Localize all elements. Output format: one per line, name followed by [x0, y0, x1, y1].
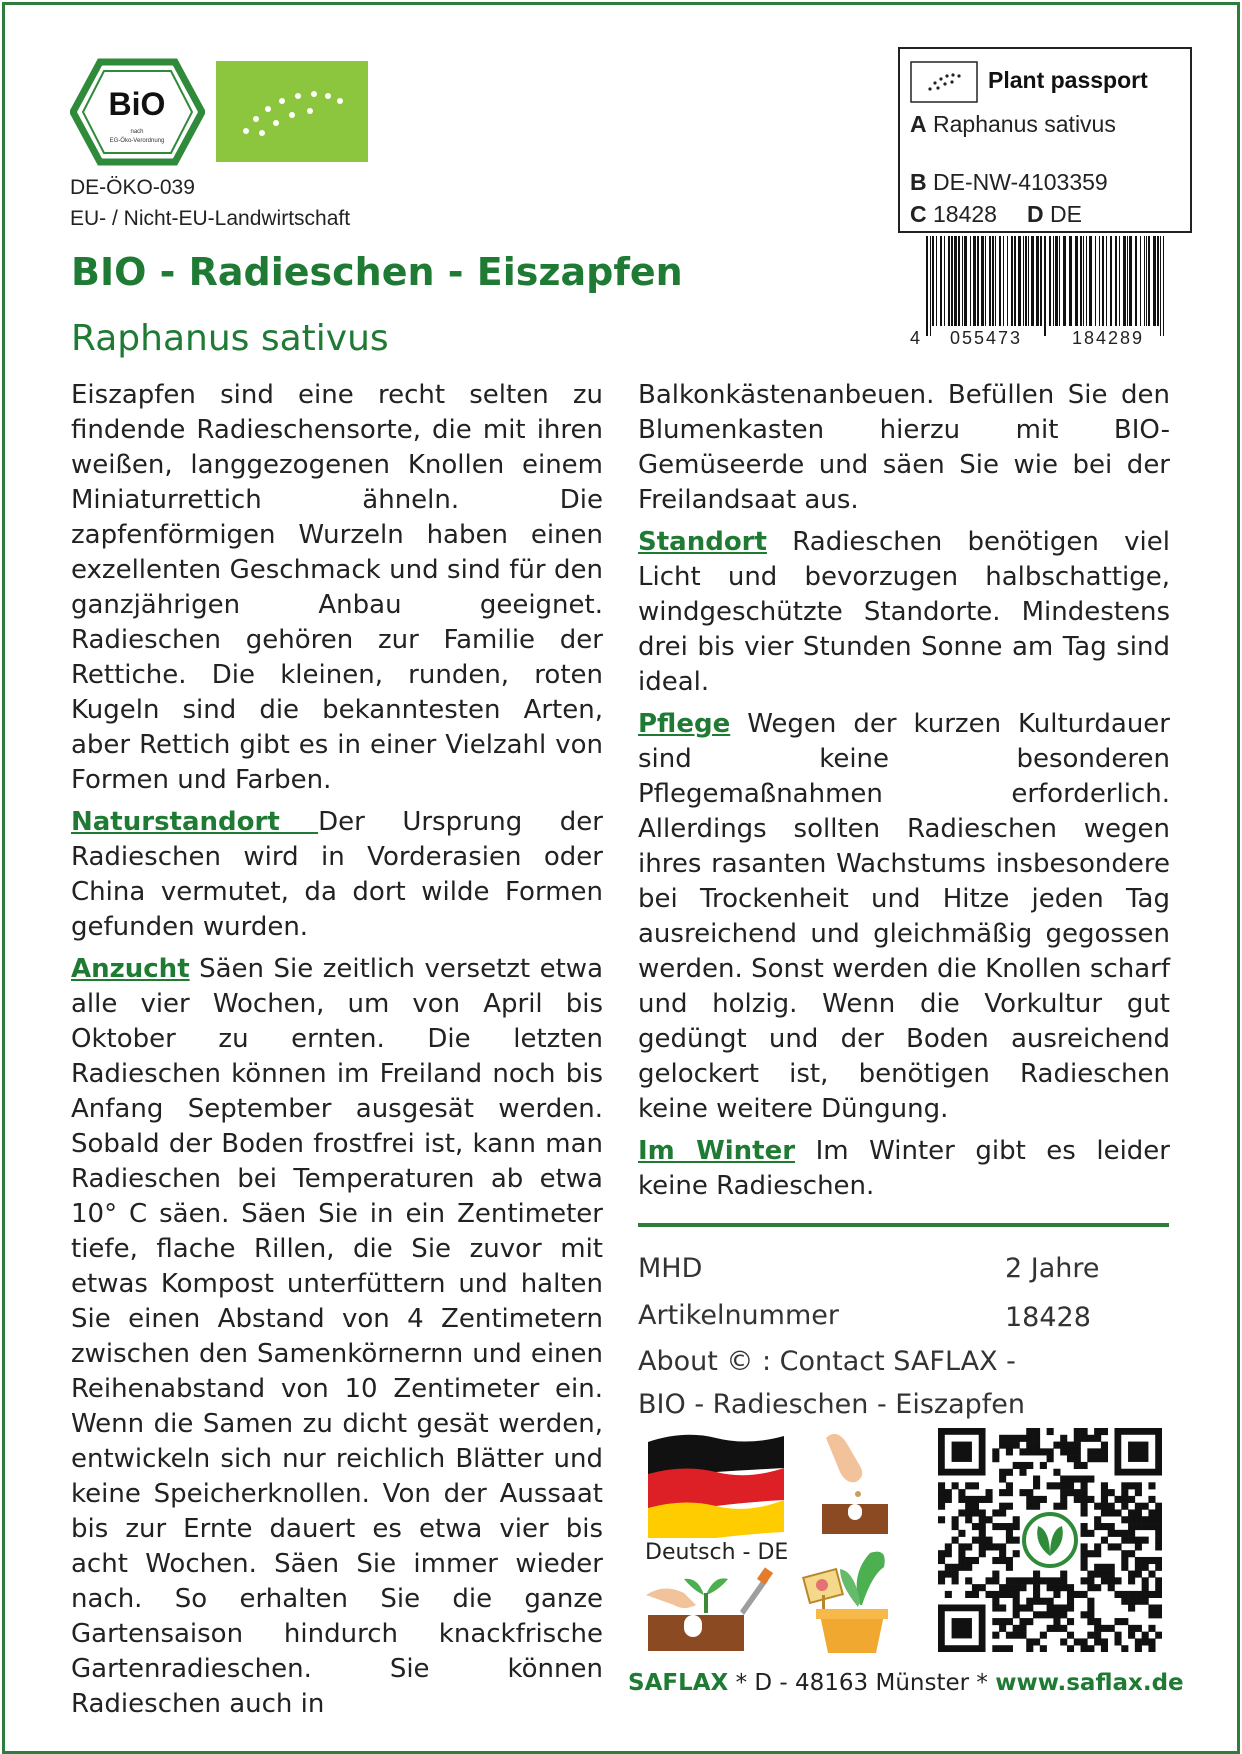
plant-passport: [898, 47, 1192, 233]
barcode-digits-3: 184289: [1072, 328, 1145, 348]
svg-text:nach: nach: [130, 129, 144, 135]
intro-paragraph: Eiszapfen sind eine recht selten zu findende Radieschensorte, die mit ihren weißen, langgezogenen Knollen einem Miniaturrettich ähneln. Die zapfenförmigen Wurzeln haben einen exzellenten Geschmack und sind für den ganzjährigen Anbau geeignet. Radieschen gehören zur Familie der Rettiche. Die kleinen, runden, roten Kugeln sind die bekanntesten Arten, aber Rettich gibt es in einer Vielzahl von Formen und Farben.: [71, 380, 603, 795]
artikel-label: Artikelnummer: [638, 1300, 839, 1331]
svg-text:BiO: BiO: [108, 86, 166, 122]
bio-seal-logo: [70, 57, 205, 167]
plant-passport-title: Plant passport: [988, 67, 1148, 93]
potted-plant-icon: [800, 1545, 900, 1655]
naturstandort-paragraph: Naturstandort Der Ursprung der Radieschen wird in Vorderasien oder China vermutet, da dort wilde Formen gefunden wurden.: [71, 807, 603, 942]
winter-paragraph: Im Winter Im Winter gibt es leider keine Radieschen.: [638, 1136, 1170, 1201]
barcode-digit-1: 4: [910, 328, 921, 348]
planting-icon: [644, 1565, 774, 1655]
pp-row-cd: C 18428 D DE: [910, 201, 1082, 227]
left-column: [71, 378, 603, 1729]
naturstandort-heading: Naturstandort: [71, 807, 319, 837]
page-title: BIO - Radieschen - Eiszapfen: [71, 250, 683, 294]
language-label: Deutsch - DE: [645, 1540, 789, 1565]
info-divider: [638, 1223, 1169, 1227]
agriculture-origin: EU- / Nicht-EU-Landwirtschaft: [70, 207, 351, 230]
footer-line: [628, 1670, 1184, 1696]
standort-paragraph: Standort Radieschen benötigen viel Licht und bevorzugen halbschattige, windgeschützte Standorte. Mindestens drei bis vier Stunden Sonne am Tag sind ideal.: [638, 527, 1170, 697]
page-subtitle: Raphanus sativus: [71, 318, 389, 359]
footer-brand: SAFLAX: [628, 1670, 729, 1696]
footer-website[interactable]: www.saflax.de: [995, 1670, 1184, 1696]
sowing-icon: [816, 1428, 896, 1538]
winter-heading: Im Winter: [638, 1136, 796, 1166]
pp-row-a: A Raphanus sativus: [910, 111, 1116, 137]
eu-organic-logo: [216, 61, 368, 162]
svg-text:EG-Öko-Verordnung: EG-Öko-Verordnung: [109, 138, 165, 144]
cert-code: DE-ÖKO-039: [70, 176, 195, 199]
german-flag-icon: [644, 1428, 788, 1538]
pflege-heading: Pflege: [638, 709, 731, 739]
right-column: [638, 378, 1170, 1211]
mhd-value: 2 Jahre: [1005, 1253, 1100, 1284]
standort-heading: Standort: [638, 527, 767, 557]
about-line: About © : Contact SAFLAX -: [638, 1346, 1016, 1377]
pp-row-b: B DE-NW-4103359: [910, 169, 1108, 195]
barcode-digits-2: 055473: [950, 328, 1023, 348]
artikel-value: 18428: [1005, 1302, 1091, 1333]
anzucht-paragraph: Anzucht Säen Sie zeitlich versetzt etwa alle vier Wochen, um von April bis Oktober zu ernten. Die letzten Radieschen können im Freiland noch bis Anfang September ausgesät werden. Sobald der Boden frostfrei ist, kann man Radieschen bei Temperaturen ab etwa 10° C säen. Säen Sie in ein Zentimeter tiefe, flache Rillen, die Sie zuvor mit etwas Kompost unterfüttern und halten Sie einen Abstand von 4 Zentimetern zwischen den Samenkörnernn und einen Reihenabstand von 10 Zentimeter ein. Wenn die Samen zu dicht gesät werden, entwickeln sich nur reichlich Blätter und keine Speicherknollen. Von der Aussaat bis zur Ernte dauert es etwa vier bis acht Wochen. Säen Sie immer wieder nach. So erhalten Sie die ganze Gartensaison hindurch knackfrische Gartenradieschen. Sie können Radieschen auch in: [71, 954, 603, 1719]
pflege-paragraph: Pflege Wegen der kurzen Kulturdauer sind keine besonderen Pflegemaßnahmen erforderlich. Allerdings sollten Radieschen wegen ihres rasanten Wachstums insbesondere bei Trockenheit und Hitze jeden Tag ausreichend und gleichmäßig gegossen werden. Sonst werden die Knollen scharf und holzig. Wenn die Vorkultur gut gedüngt und der Boden ausreichend gelockert ist, benötigen Radieschen keine weitere Düngung.: [638, 709, 1170, 1124]
footer-address: * D - 48163 Münster *: [728, 1670, 996, 1696]
eu-flag-icon: [910, 61, 978, 103]
continuation-paragraph: Balkonkästenanbeuen. Befüllen Sie den Blumenkasten hierzu mit BIO-Gemüseerde und säen Sie wie bei der Freilandsaat aus.: [638, 380, 1170, 515]
qr-code[interactable]: [938, 1428, 1162, 1652]
anzucht-heading: Anzucht: [71, 954, 190, 984]
mhd-label: MHD: [638, 1253, 703, 1284]
product-line: BIO - Radieschen - Eiszapfen: [638, 1389, 1025, 1420]
